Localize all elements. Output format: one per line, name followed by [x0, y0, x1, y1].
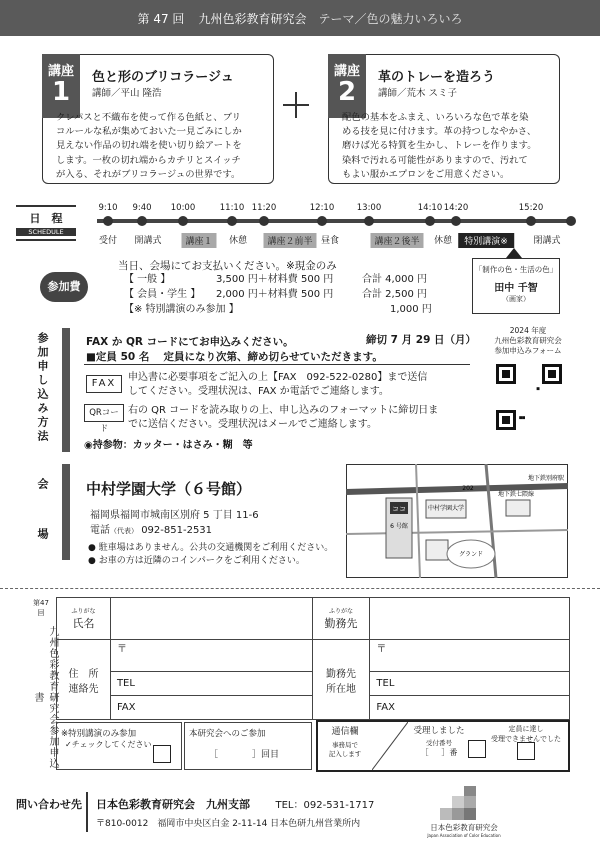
- work-fax-field[interactable]: FAX: [370, 696, 570, 720]
- name-field[interactable]: [110, 598, 312, 640]
- timeline-dot: [364, 216, 374, 226]
- map-marker-here: ココ: [392, 505, 406, 513]
- org-logo-text: 日本色彩教育研究会 Japan Association of Color Education: [427, 823, 501, 838]
- tel-field[interactable]: TEL: [110, 672, 312, 696]
- footer-org: 日本色彩教育研究会 九州支部 TEL：092-531-1717: [96, 798, 375, 811]
- timeline-item: 開講式: [134, 236, 162, 246]
- lecture1-title: 色と形のブリコラージュ: [92, 70, 234, 85]
- timeline-time: 11:20: [251, 203, 277, 213]
- timeline-dot: [317, 216, 327, 226]
- timeline-dot: [259, 216, 269, 226]
- special-lecture-title: 「制作の色・生活の色」: [474, 265, 558, 274]
- special-lecturer-name: 田中 千智: [494, 283, 538, 294]
- fee-heading: 当日、会場にてお支払いください。※現金のみ: [118, 260, 337, 272]
- fax-field[interactable]: FAX: [110, 696, 312, 720]
- map-label-ground: グランド: [458, 551, 484, 558]
- venue-address: 福岡県福岡市城南区別府 5 丁目 11-6: [90, 510, 259, 521]
- timeline-time: 11:10: [219, 203, 245, 213]
- venue-note2: ● お車の方は近隣のコインパークをご利用ください。: [88, 556, 305, 566]
- form-caption: 2024 年度 九州色彩教育研究会 参加申込みフォーム: [494, 326, 562, 355]
- apply-deadline: 締切 7 月 29 日（月）: [366, 334, 477, 346]
- timeline-dot: [425, 216, 435, 226]
- workplace-field[interactable]: [370, 598, 570, 640]
- timeline-item: 受付: [98, 236, 118, 246]
- fax-instructions: 申込書に必要事項をご記入の上【FAX 092-522-0280】まで送信 してください。受理状況は、FAX か電話でご連絡します。: [128, 372, 428, 397]
- fee-label: 参加費: [40, 272, 88, 302]
- timeline-dot: [526, 216, 536, 226]
- footer-divider: [86, 792, 88, 832]
- lecture2-title: 革のトレーを造ろう: [378, 70, 496, 85]
- timeline-item: 休憩: [433, 236, 453, 246]
- header-theme: テーマ／色の魅力いろいろ: [318, 11, 463, 26]
- lecture1-badge: 講座 1: [42, 54, 80, 118]
- timeline-dot: [227, 216, 237, 226]
- venue-map[interactable]: [346, 464, 568, 578]
- timeline-item: 休憩: [228, 236, 248, 246]
- special-lecture-box: [472, 258, 560, 314]
- apply-capacity: ■定員 50 名 定員になり次第、締め切らせていただきます。: [86, 351, 383, 363]
- timeline-item: 講座２後半: [370, 233, 423, 248]
- fee-table: 【 一般 】 3,500 円＋材料費 500 円 合計 4,000 円 【 会員・学生 】 2,000 円＋材料費 500 円 合計 2,500 円 【※ 特別講演のみ参加 】 1,000 円: [124, 274, 432, 315]
- accepted-label: 受理しました 受付番号 ［ ］番: [413, 726, 465, 757]
- work-tel-field[interactable]: TEL: [370, 672, 570, 696]
- timeline-time: 9:40: [132, 203, 152, 213]
- plus-icon-vertical: [295, 92, 297, 118]
- map-label-route: 202: [462, 485, 474, 492]
- header-title: 九州色彩教育研究会: [198, 11, 307, 26]
- form-cut-line: [0, 588, 600, 589]
- accepted-checkbox[interactable]: [468, 740, 486, 758]
- timeline-item: 講座１: [181, 233, 216, 248]
- qr-tag: QRコード: [84, 404, 124, 422]
- lecture1-description: クレパスと不織布を使って作る色紙と、ブリ コルールな私が集めておいた一見ごみにしか 見えない作品の切れ端を使い切り絵アートを します。一枚の切れ端からカチリとスイッチ が入る、それがブリコラージュの世界です。: [56, 112, 242, 180]
- special-only-box: ※特別講演のみ参加 ✓チェックしてください: [56, 722, 182, 770]
- timeline-item: 特別講演※: [458, 233, 514, 248]
- venue-name: 中村学園大学（６号館）: [86, 480, 252, 498]
- venue-note1: ● 駐車場はありません。公共の交通機関をご利用ください。: [88, 543, 334, 553]
- apply-vertical-label: 参加申し込み方法: [36, 332, 49, 444]
- venue-vertical-label: 会 場: [36, 478, 49, 553]
- bring-items: ◉持参物：カッター・はさみ・糊 等: [84, 440, 253, 451]
- timeline-dot: [103, 216, 113, 226]
- timeline-line: [97, 219, 570, 223]
- qr-code-icon[interactable]: [494, 362, 564, 432]
- header-bar: [0, 0, 600, 36]
- timeline-dot: [451, 216, 461, 226]
- timeline-item: 閉講式: [533, 236, 561, 246]
- timeline-time: 12:10: [309, 203, 335, 213]
- timeline-time: 15:20: [518, 203, 544, 213]
- fax-tag: FAX: [86, 375, 122, 393]
- footer-label: 問い合わせ先: [16, 798, 82, 811]
- lecture2-lecturer: 講師／荒木 スミ子: [378, 88, 458, 99]
- org-logo-icon: [440, 786, 488, 820]
- comm-label: 通信欄 事務局で 記入します: [328, 727, 362, 758]
- application-form: ふりがな 氏名 ふりがな 勤務先 住 所 連絡先 〒 勤務先 所在地 〒 TEL TEL FAX FAX: [56, 597, 570, 720]
- session-number: 第 47 回: [137, 11, 185, 26]
- special-only-checkbox[interactable]: [153, 745, 171, 763]
- qr-instructions: 右の QR コードを読み取りの上、申し込みのフォーマットに締切日ま でに送信ください。受理状況はメールでご連絡します。: [128, 405, 439, 430]
- timeline-time: 10:00: [170, 203, 196, 213]
- map-label-station: 地下鉄別府駅: [527, 475, 565, 482]
- schedule-label: 日 程 SCHEDULE: [16, 205, 76, 241]
- timeline-dot: [566, 216, 576, 226]
- apply-side-bar: [62, 328, 70, 452]
- rejected-label: 定員に達し 受理できませんでした: [491, 725, 561, 743]
- venue-side-bar: [62, 464, 70, 560]
- apply-line1: FAX か QR コードにてお申込みください。: [86, 336, 294, 348]
- lecture1-lecturer: 講師／平山 隆浩: [92, 88, 162, 99]
- map-label-building6: 6 号館: [390, 523, 408, 530]
- timeline-dot: [137, 216, 147, 226]
- timeline-dot: [178, 216, 188, 226]
- timeline-time: 14:20: [443, 203, 469, 213]
- form-side-label: 第47回 九州色彩教育研究会参加申込書: [32, 599, 58, 769]
- lecture2-badge: 講座 2: [328, 54, 366, 118]
- lecture2-description: 配色の基本をふまえ、いろいろな色で革を染 める技を見に付けます。革の持つしなやかさ、 磨けば光る特質を生かし、トレーを作ります。 染料で汚れる可能性がありますので、汚れて もよい服かエプロンをご用意ください。: [342, 112, 537, 180]
- timeline-item: 講座２前半: [263, 233, 316, 248]
- timeline-time: 14:10: [417, 203, 443, 213]
- footer-address: 〒810-0012 福岡市中央区白金 2-11-14 日本色研九州営業所内: [96, 819, 361, 829]
- special-lecturer-role: （画家）: [502, 295, 530, 303]
- map-label-university: 中村学園大学: [427, 505, 465, 512]
- timeline-time: 9:10: [98, 203, 118, 213]
- office-diagonal: [372, 722, 408, 770]
- map-label-line: 地下鉄七隈線: [497, 491, 535, 498]
- timeline-item: 昼食: [320, 236, 340, 246]
- times-box: 本研究会へのご参加 ［ ］回目: [184, 722, 312, 770]
- apply-divider: [84, 364, 470, 365]
- timeline-time: 13:00: [356, 203, 382, 213]
- work-postal-field[interactable]: 〒: [370, 640, 570, 672]
- postal-field[interactable]: 〒: [110, 640, 312, 672]
- venue-phone: 電話（代表） 092-851-2531: [90, 525, 213, 536]
- rejected-checkbox[interactable]: [517, 742, 535, 760]
- special-pointer: [506, 248, 522, 258]
